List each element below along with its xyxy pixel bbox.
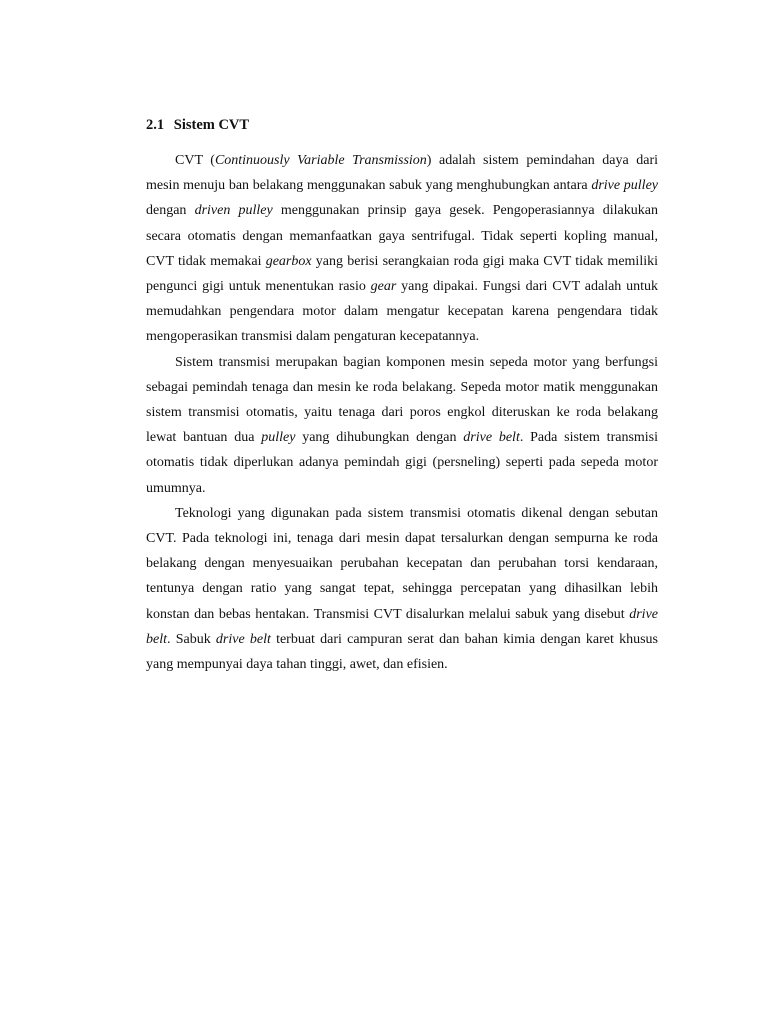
italic-term: gear (370, 279, 397, 295)
italic-term: drive belt (463, 430, 520, 446)
document-page (146, 113, 658, 677)
italic-term: pulley (261, 430, 296, 446)
text-run: menggunakan prinsip gaya gesek. Pengoperasiannya dilakukan secara otomatis dengan memanfaatkan gaya sentrifugal. Tidak seperti kopling manual, CVT tidak memakai (146, 203, 658, 269)
section-heading (146, 113, 658, 137)
text-run: Sistem transmisi merupakan bagian komponen mesin sepeda motor yang berfungsi sebagai pemindah tenaga dan mesin ke roda belakang. Sepeda motor matik menggunakan sistem transmisi otomatis, yaitu tenaga dari poros engkol diteruskan ke roda belakang lewat bantuan dua (146, 354, 658, 446)
paragraph (146, 148, 658, 350)
body-text (146, 148, 658, 677)
text-run: yang dipakai. Fungsi dari CVT adalah untuk memudahkan pengendara motor dalam mengatur kecepatan karena pengendara tidak mengoperasikan transmisi dalam pengaturan kecepatannya. (146, 279, 658, 345)
paragraph (146, 350, 658, 501)
italic-term: Continuously Variable Transmission (214, 153, 427, 168)
italic-term: drive belt (146, 606, 658, 647)
section-title: Sistem CVT (173, 117, 250, 133)
text-run: . Sabuk (167, 631, 216, 647)
paragraph (146, 501, 658, 677)
italic-term: drive belt (215, 631, 271, 647)
text-run: dengan (146, 203, 195, 219)
text-run: terbuat dari campuran serat dan bahan kimia dengan karet khusus yang mempunyai daya tahan tinggi, awet, dan efisien. (146, 631, 658, 673)
text-run: Teknologi yang digunakan pada sistem transmisi otomatis dikenal dengan sebutan CVT. Pada teknologi ini, tenaga dari mesin dapat tersalurkan dengan sempurna ke roda belakang dengan menyesuaikan perubahan kecepatan dan perubahan torsi kendaraan, tentunya dengan ratio yang sangat tepat, sehingga percepatan yang dihasilkan lebih konstan dan bebas hentakan. Transmisi CVT disalurkan melalui sabuk yang disebut (146, 505, 658, 622)
section-number: 2.1 (146, 117, 165, 133)
text-run: ) adalah sistem pemindahan daya dari mesin menuju ban belakang menggunakan sabuk yang menghubungkan antara (146, 153, 658, 194)
italic-term: gearbox (265, 253, 312, 269)
italic-term: drive pulley (591, 178, 658, 194)
text-run: yang berisi serangkaian roda gigi maka CVT tidak memiliki pengunci gigi untuk menentukan rasio (146, 253, 658, 295)
text-run: . Pada sistem transmisi otomatis tidak diperlukan adanya pemindah gigi (persneling) seperti pada sepeda motor umumnya. (146, 430, 659, 496)
text-run: CVT ( (175, 153, 215, 168)
italic-term: driven pulley (194, 203, 273, 219)
text-run: yang dihubungkan dengan (295, 430, 464, 446)
